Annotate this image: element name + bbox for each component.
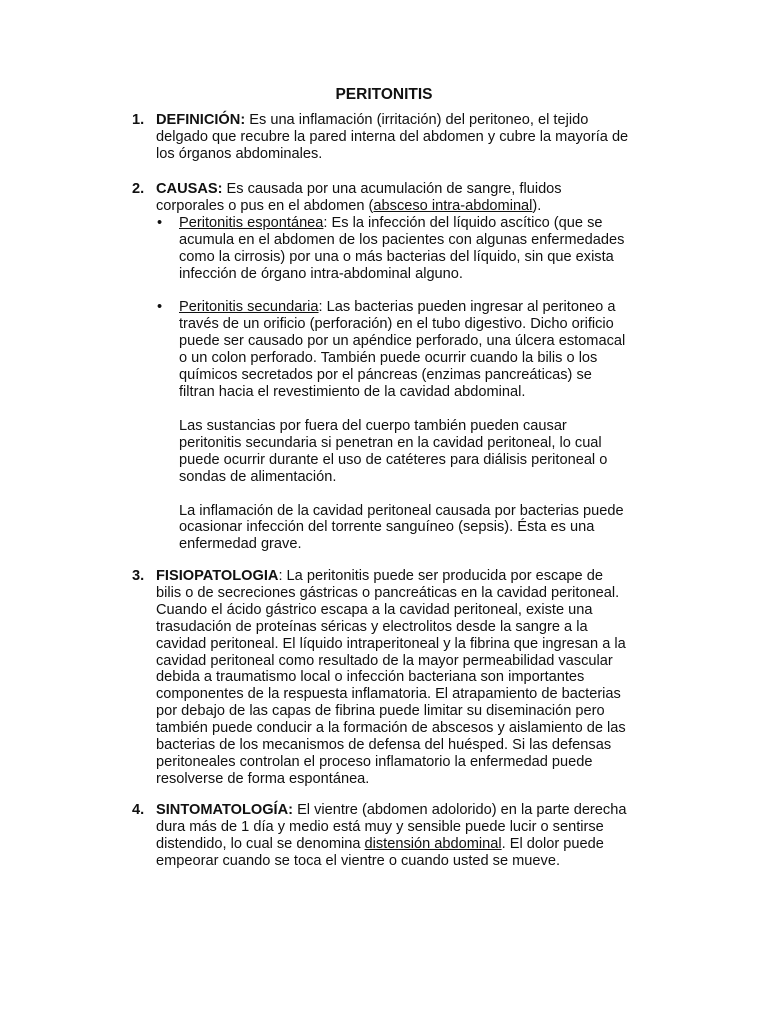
bullet-item-espontanea [157,214,692,283]
text-line: puede ser causado por un apéndice perforado, una úlcera estomacal [179,333,626,350]
underlined-term: Peritonitis secundaria [179,299,319,316]
bullet-icon: • [157,299,163,316]
section-definicion [132,112,692,163]
text-line: peritoneales controlan el proceso inflamatorio la enfermedad puede [156,753,593,770]
section-number: 2. [132,181,145,197]
text-line: químicos secretados por el páncreas (enzimas pancreáticas) se [179,367,592,384]
text-line: los órganos abdominales. [156,145,323,162]
text-line: puede ocurrir durante el uso de catéteres para diálisis peritoneal o [179,451,608,468]
text-line: Cuando el ácido gástrico escapa a la cavidad peritoneal, existe una [156,601,593,618]
text-line: cavidad peritoneal como resultado de la mayor permeabilidad vascular [156,652,613,669]
underlined-term: distensión abdominal [364,835,502,852]
bullet-icon: • [157,214,163,231]
text-line: sondas de alimentación. [179,468,337,485]
text-line: bacterias de los mecanismos de defensa del huésped. Si las defensas [156,737,612,754]
section-number: 1. [132,112,145,128]
text-line: Las sustancias por fuera del cuerpo también pueden causar [179,417,567,434]
section-fisiopatologia [132,568,692,788]
text-line: componentes de la respuesta inflamatoria. El atrapamiento de bacterias [156,686,621,703]
paragraph-inflamacion [179,503,692,554]
text-line: trasudación de proteínas séricas y electrolitos desde la sangre a la [156,618,588,635]
text-line: bilis o de secreciones gástricas o pancreáticas en la cavidad peritoneal. [156,584,620,601]
section-causas [132,181,692,553]
underlined-term: Peritonitis espontánea [179,214,324,231]
bullet-item-secundaria [157,299,692,400]
section-number: 3. [132,568,145,584]
text-line: corporales o pus en el abdomen (absceso intra-abdominal). [156,197,542,214]
text-line: Peritonitis secundaria: Las bacterias pueden ingresar al peritoneo a [179,299,616,316]
text-line: dura más de 1 día y medio está muy y sensible puede lucir o sentirse [156,818,604,835]
text-line: delgado que recubre la pared interna del abdomen y cubre la mayoría de [156,128,629,145]
text-line: o un colon perforado. También puede ocurrir cuando la bilis o los [179,350,598,367]
section-heading: CAUSAS: [156,181,223,197]
text-line: SINTOMATOLOGÍA: El vientre (abdomen adolorido) en la parte derecha [156,802,627,818]
underlined-term: absceso intra-abdominal [373,197,533,214]
text-line: cavidad peritoneal. El líquido intraperitoneal y la fibrina que ingresan a la [156,635,626,652]
text-line: por debajo de las capas de fibrina puede limitar su diseminación pero [156,703,605,720]
section-heading: SINTOMATOLOGÍA: [156,802,294,818]
text-line: filtran hacia el revestimiento de la cavidad abdominal. [179,383,526,400]
text-line: La inflamación de la cavidad peritoneal causada por bacterias puede [179,502,624,519]
document-title: PERITONITIS [335,86,433,103]
text-line: como la cirrosis) por una o más bacterias del líquido, sin que exista [179,248,614,265]
text-line: través de un orificio (perforación) en el tubo digestivo. Dicho orificio [179,316,614,333]
section-sintomatologia [132,802,692,870]
text-line: FISIOPATOLOGIA: La peritonitis puede ser producida por escape de [156,568,603,584]
paragraph-sustancias [179,418,692,486]
text-line: debida a traumatismo local o infección bacteriana son importantes [156,669,585,686]
text-line: acumula en el abdomen de los pacientes con algunas enfermedades [179,231,625,248]
text-line: Peritonitis espontánea: Es la infección del líquido ascítico (que se [179,214,603,231]
text-line: también puede conducir a la formación de abscesos y aislamiento de las [156,720,626,737]
text-line: peritonitis secundaria si penetran en la cavidad peritoneal, lo cual [179,434,602,451]
text-line: distendido, lo cual se denomina distensión abdominal. El dolor puede [156,835,604,852]
text-line: infección de órgano intra-abdominal alguno. [179,265,463,282]
text-line: CAUSAS: Es causada por una acumulación de sangre, fluidos [156,181,562,197]
text-line: empeorar cuando se toca el vientre o cuando usted se mueve. [156,852,561,869]
text-line: ocasionar infección del torrente sanguíneo (sepsis). Ésta es una [179,519,595,536]
text-line: DEFINICIÓN: Es una inflamación (irritación) del peritoneo, el tejido [156,112,589,128]
section-heading: DEFINICIÓN: [156,112,246,128]
text-line: enfermedad grave. [179,536,302,553]
section-heading: FISIOPATOLOGIA [156,568,279,584]
section-number: 4. [132,802,145,818]
text-line: resolverse de forma espontánea. [156,770,370,787]
